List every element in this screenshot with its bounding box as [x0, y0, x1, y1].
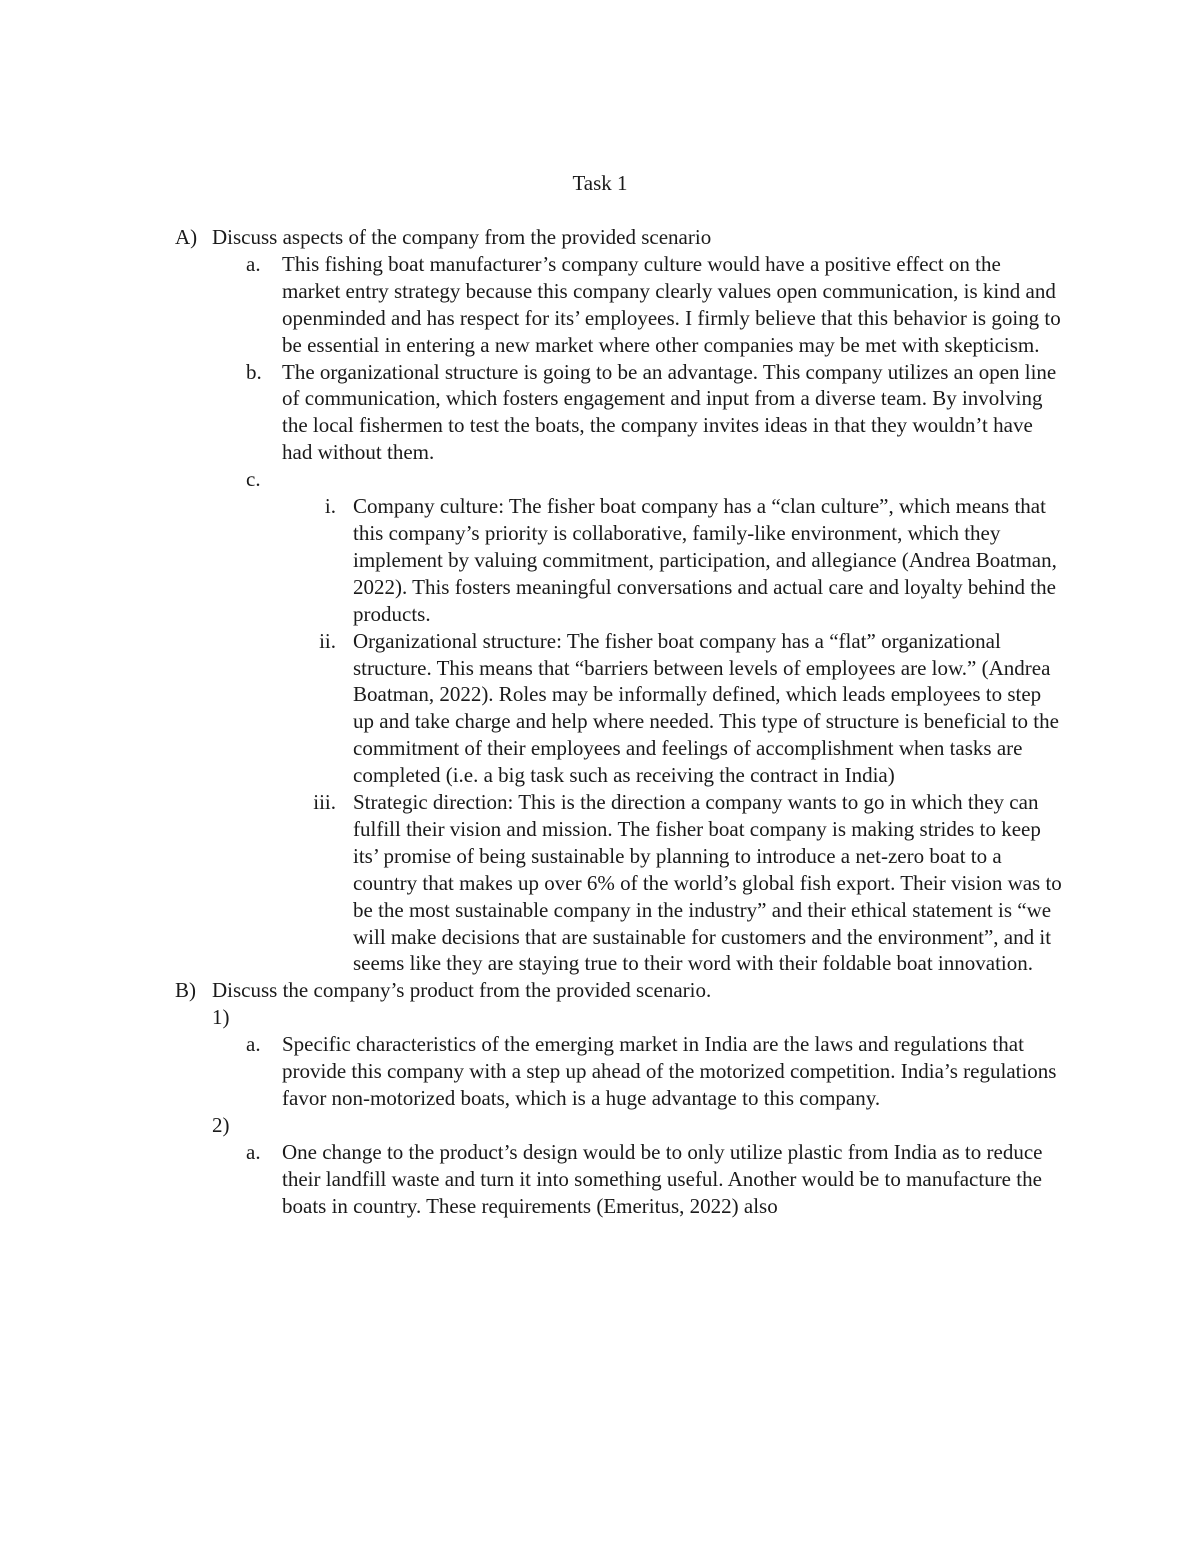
section-a-item-c — [0, 466, 1200, 493]
section-a-item-c-i — [0, 493, 1200, 628]
section-a-item-c-iii — [0, 789, 1200, 977]
item-a-marker: a. — [246, 251, 261, 276]
item-c-marker: c. — [246, 467, 261, 492]
section-a-item-a — [0, 251, 1200, 359]
section-b-marker: B) — [175, 978, 196, 1003]
section-b-item-1 — [0, 1004, 1200, 1031]
item-2-text — [282, 1112, 1200, 1139]
section-b-item-2 — [0, 1112, 1200, 1139]
section-b — [0, 977, 1200, 1004]
item-c-i-text: Company culture: The fisher boat company has a “clan culture”, which means that this company’s priority is collaborative, family-like environment, which they implement by valuing commitment, participation, and allegiance (Andrea Boatman, 2022). This fosters meaningful conversations and actual care and loyalty behind the products. — [353, 494, 1057, 626]
section-b-item-2-a — [0, 1139, 1200, 1220]
item-2-a-text: One change to the product’s design would be to only utilize plastic from India as to reduce their landfill waste and turn it into something useful. Another would be to manufacture the boats in country. These requirements (Emeritus, 2022) also — [282, 1139, 1043, 1218]
section-b-item-1-a — [0, 1031, 1200, 1112]
item-c-ii-marker: ii. — [319, 628, 336, 653]
item-2-a-marker: a. — [246, 1139, 261, 1164]
section-a-heading: Discuss aspects of the company from the provided scenario — [212, 225, 712, 249]
section-a — [0, 224, 1200, 251]
section-a-item-b — [0, 359, 1200, 467]
section-a-marker: A) — [175, 225, 198, 249]
item-1-text — [282, 1004, 1200, 1031]
item-c-text — [282, 466, 1062, 493]
item-c-iii-marker: iii. — [313, 790, 336, 815]
section-b-heading: Discuss the company’s product from the provided scenario. — [212, 978, 712, 1003]
item-a-text: This fishing boat manufacturer’s company culture would have a positive effect on the market entry strategy because this company clearly values open communication, is kind and openminded and has respect for its’ employees. I firmly believe that this behavior is going to be essential in entering a new market where other companies may be met with skepticism. — [282, 251, 1061, 357]
item-1-a-text: Specific characteristics of the emerging market in India are the laws and regulations that provide this company with a step up ahead of the motorized competition. India’s regulations favor non-motorized boats, which is a huge advantage to this company. — [282, 1032, 1057, 1110]
item-1-marker: 1) — [212, 1005, 230, 1030]
item-b-text: The organizational structure is going to be an advantage. This company utilizes an open line of communication, which fosters engagement and input from a diverse team. By involving the local fishermen to test the boats, the company invites ideas in that they wouldn’t have had without them. — [282, 359, 1057, 465]
document-title: Task 1 — [572, 171, 628, 195]
item-2-marker: 2) — [212, 1112, 230, 1137]
document-body — [0, 224, 1200, 1220]
item-c-iii-text: Strategic direction: This is the direction a company wants to go in which they can fulfill their vision and mission. The fisher boat company is making strides to keep its’ promise of being sustainable by planning to introduce a net-zero boat to a country that makes up over 6% of the world’s global fish export. Their vision was to be the most sustainable company in the industry” and their ethical statement is “we will make decisions that are sustainable for customers and the environment”, and it seems like they are staying true to their word with their foldable boat innovation. — [353, 790, 1062, 976]
item-1-a-marker: a. — [246, 1032, 261, 1057]
item-c-i-marker: i. — [324, 494, 336, 519]
section-a-item-c-ii — [0, 628, 1200, 789]
item-b-marker: b. — [246, 359, 262, 384]
item-c-ii-text: Organizational structure: The fisher boat company has a “flat” organizational structure. This means that “barriers between levels of employees are low.” (Andrea Boatman, 2022). Roles may be informally defined, which leads employees to step up and take charge and help where needed. This type of structure is beneficial to the commitment of their employees and feelings of accomplishment when tasks are completed (i.e. a big task such as receiving the contract in India) — [353, 628, 1059, 788]
